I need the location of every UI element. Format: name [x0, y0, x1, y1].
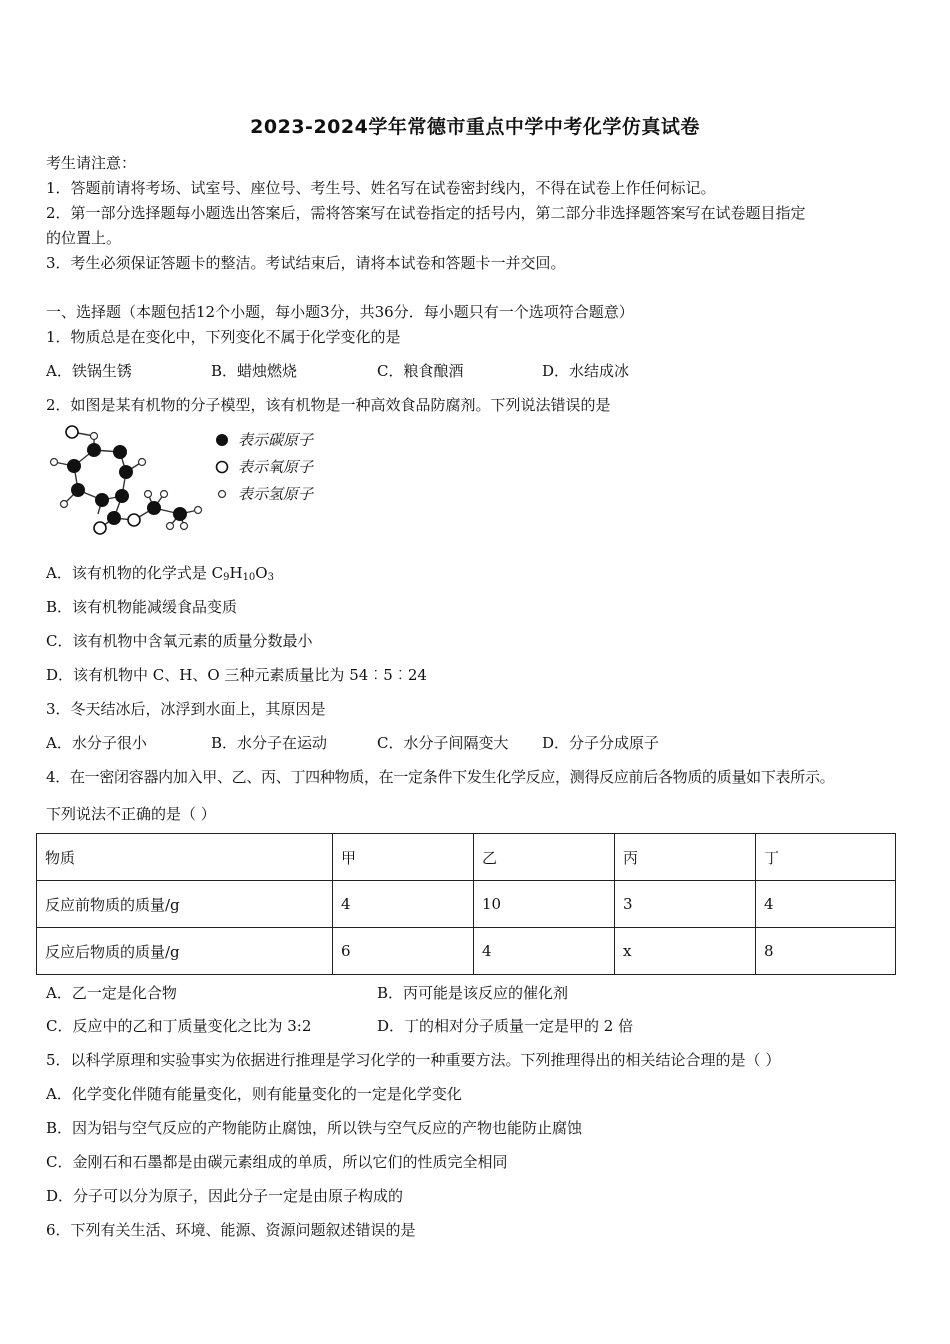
- q4-option-b: B．丙可能是该反应的催化剂: [377, 984, 569, 1002]
- table-header-cell: 乙: [474, 834, 615, 881]
- table-cell: 反应后物质的质量/g: [37, 928, 333, 975]
- table-cell: 4: [756, 881, 896, 928]
- q2-option-b: B．该有机物能减缓食品变质: [46, 598, 238, 616]
- q4-option-d: D．丁的相对分子质量一定是甲的 2 倍: [377, 1017, 634, 1035]
- table-header-cell: 丁: [756, 834, 896, 881]
- notice-line-1: 1．答题前请将考场、试室号、座位号、考生号、姓名写在试卷密封线内，不得在试卷上作任何标记。: [46, 179, 716, 197]
- q3-option-c: C．水分子间隔变大: [377, 734, 509, 752]
- q5-option-d: D．分子可以分为原子，因此分子一定是由原子构成的: [46, 1187, 404, 1205]
- table-cell: 10: [474, 881, 615, 928]
- carbon-legend-icon: [216, 434, 228, 446]
- q3-stem: 3．冬天结冰后，冰浮到水面上，其原因是: [46, 700, 326, 718]
- notice-line-3: 3．考生必须保证答题卡的整洁。考试结束后，请将本试卷和答题卡一并交回。: [46, 254, 566, 272]
- q1-option-c: C．粮食酿酒: [377, 362, 464, 380]
- table-cell: 6: [333, 928, 474, 975]
- q2-option-d: D．该有机物中 C、H、O 三种元素质量比为 54︰5︰24: [46, 666, 427, 684]
- q3-option-a: A．水分子很小: [46, 734, 147, 752]
- mass-table: [36, 833, 896, 975]
- table-header-cell: 甲: [333, 834, 474, 881]
- oxygen-legend-icon: [217, 462, 228, 473]
- table-cell: 3: [615, 881, 756, 928]
- section-heading: 一、选择题（本题包括12个小题，每小题3分，共36分．每小题只有一个选项符合题意）: [46, 303, 634, 321]
- q3-option-b: B．水分子在运动: [211, 734, 328, 752]
- hydrogen-legend-icon: [219, 491, 226, 498]
- table-cell: 8: [756, 928, 896, 975]
- q4-option-c: C．反应中的乙和丁质量变化之比为 3:2: [46, 1017, 312, 1035]
- q1-stem: 1．物质总是在变化中，下列变化不属于化学变化的是: [46, 328, 401, 346]
- table-cell: 4: [474, 928, 615, 975]
- table-header-row: [37, 834, 896, 881]
- table-row: [37, 881, 896, 928]
- notice-line-2: 2．第一部分选择题每小题选出答案后，需将答案写在试卷指定的括号内，第二部分非选择题答案写在试卷题目指定: [46, 204, 806, 222]
- q4-stem: 4．在一密闭容器内加入甲、乙、丙、丁四种物质，在一定条件下发生化学反应，测得反应前后各物质的质量如下表所示。: [46, 768, 835, 786]
- q5-option-b: B．因为铝与空气反应的产物能防止腐蚀，所以铁与空气反应的产物也能防止腐蚀: [46, 1119, 583, 1137]
- q5-option-c: C．金刚石和石墨都是由碳元素组成的单质，所以它们的性质完全相同: [46, 1153, 508, 1171]
- q6-stem: 6．下列有关生活、环境、能源、资源问题叙述错误的是: [46, 1221, 416, 1239]
- notice-line-2-cont: 的位置上。: [46, 229, 122, 247]
- table-header-cell: 物质: [37, 834, 333, 881]
- q2-stem: 2．如图是某有机物的分子模型，该有机物是一种高效食品防腐剂。下列说法错误的是: [46, 396, 611, 414]
- q2-option-a: A．该有机物的化学式是 $C_9H_{10}O_3$: [46, 564, 274, 583]
- q2-option-c: C．该有机物中含氧元素的质量分数最小: [46, 632, 313, 650]
- notice-heading: 考生请注意：: [46, 154, 137, 172]
- table-row: [37, 928, 896, 975]
- q3-option-d: D．分子分成原子: [542, 734, 660, 752]
- q4-stem-cont: 下列说法不正确的是（ ）: [46, 805, 216, 823]
- q4-option-a: A．乙一定是化合物: [46, 984, 177, 1002]
- molecule-figure: [44, 422, 354, 547]
- table-cell: 4: [333, 881, 474, 928]
- q1-option-b: B．蜡烛燃烧: [211, 362, 298, 380]
- q5-option-a: A．化学变化伴随有能量变化，则有能量变化的一定是化学变化: [46, 1085, 462, 1103]
- q5-stem: 5．以科学原理和实验事实为依据进行推理是学习化学的一种重要方法。下列推理得出的相关结论合理的是（ ）: [46, 1051, 781, 1069]
- q1-option-a: A．铁锅生锈: [46, 362, 132, 380]
- legend-oxygen-label: 表示氧原子: [238, 458, 314, 476]
- legend-carbon-label: 表示碳原子: [238, 431, 314, 449]
- table-cell: 反应前物质的质量/g: [37, 881, 333, 928]
- q1-option-d: D．水结成冰: [542, 362, 630, 380]
- legend-hydrogen-label: 表示氢原子: [238, 485, 314, 503]
- table-cell: x: [615, 928, 756, 975]
- page-title: 2023-2024学年常德市重点中学中考化学仿真试卷: [250, 116, 700, 138]
- table-header-cell: 丙: [615, 834, 756, 881]
